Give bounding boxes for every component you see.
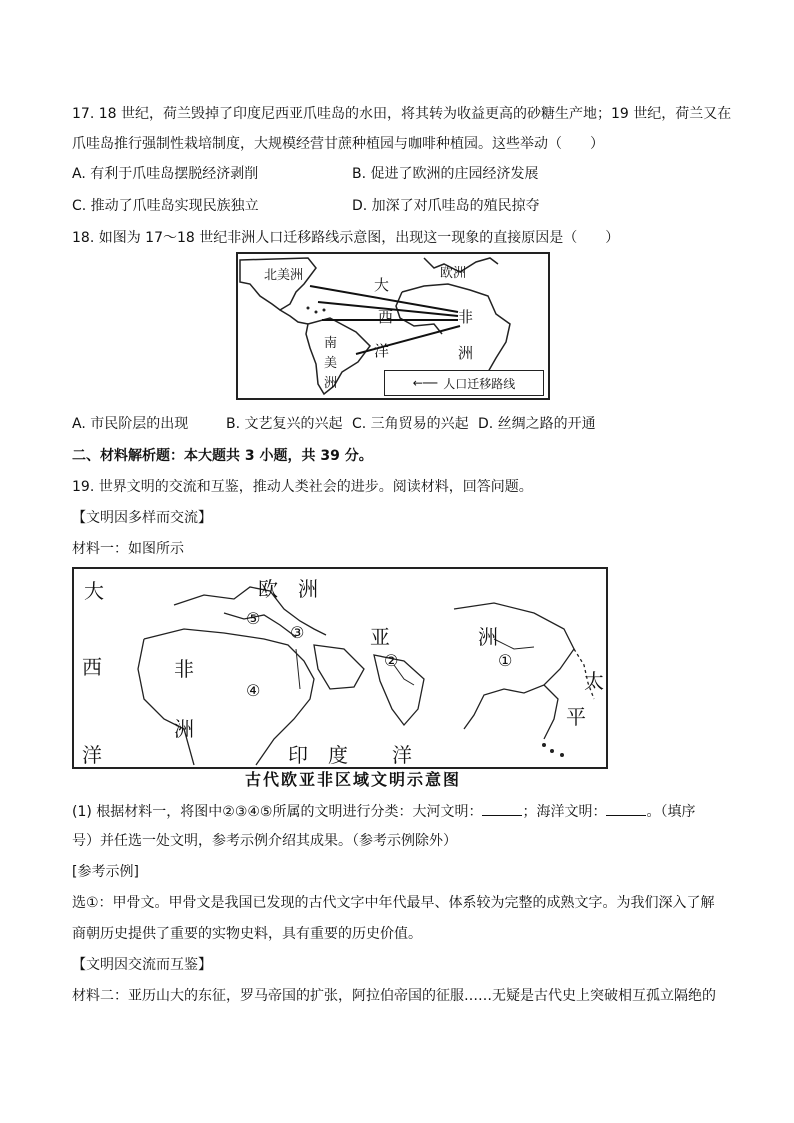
label-da: 大 (84, 579, 104, 603)
map-legend (384, 370, 544, 396)
q19-heading-1: 【文明因多样而交流】 (72, 510, 212, 526)
marker-3: ③ (290, 623, 305, 642)
q18-option-a: A. 市民阶层的出现 (72, 416, 189, 432)
label-south-america-2: 美 (324, 356, 338, 371)
example-line-2: 商朝历史提供了重要的实物史料，具有重要的历史价值。 (72, 926, 422, 942)
label-yindu: 印 度 (288, 743, 348, 767)
q19-sub1-line2: 号）并任选一处文明，参考示例介绍其成果。（参考示例除外） (72, 833, 457, 849)
central-america-outline (280, 310, 308, 324)
label-ocean-1: 大 (374, 276, 390, 294)
q18-option-d: D. 丝绸之路的开通 (478, 416, 596, 432)
island (550, 749, 554, 753)
label-europe: 欧洲 (440, 266, 467, 281)
civilization-map-drawing (74, 569, 606, 767)
q17-stem-line1: 17. 18 世纪，荷兰毁掉了印度尼西亚爪哇岛的水田，将其转为收益更高的砂糖生产地；19 世纪，荷兰又在 (72, 106, 732, 122)
q19-stem: 19. 世界文明的交流和互鉴，推动人类社会的进步。阅读材料，回答问题。 (72, 479, 533, 495)
q18-option-b: B. 文艺复兴的兴起 (226, 416, 343, 432)
answer-blank-ocean[interactable] (606, 801, 646, 816)
caribbean-island (307, 307, 310, 310)
q17-option-d: D. 加深了对爪哇岛的殖民掠夺 (352, 198, 540, 214)
q19-sub1-text-c: 。（填序 (646, 804, 696, 820)
q17-option-a: A. 有利于爪哇岛摆脱经济剥削 (72, 166, 259, 182)
label-tai: 太 (584, 669, 604, 693)
label-south-america-1: 南 (324, 336, 338, 351)
q19-heading-2: 【文明因交流而互鉴】 (72, 957, 212, 973)
left-arrow-icon: ←── (412, 376, 438, 390)
india-outline (374, 655, 424, 725)
answer-blank-river[interactable] (482, 801, 522, 816)
yellow-river (494, 639, 534, 649)
example-title: [参考示例] (72, 864, 139, 880)
marker-2: ② (384, 651, 399, 670)
label-ya: 亚 (370, 625, 390, 649)
label-europe: 欧 洲 (258, 577, 318, 601)
q19-material-2: 材料二：亚历山大的东征，罗马帝国的扩张，阿拉伯帝国的征服……无疑是古代史上突破相互孤立隔绝的 (72, 988, 716, 1004)
legend-label: 人口迁移路线 (443, 376, 516, 391)
marker-5: ⑤ (246, 609, 261, 628)
southeast-asia-coast (544, 685, 558, 739)
caribbean-island (323, 309, 326, 312)
island (542, 743, 546, 747)
label-south-america-3: 洲 (324, 376, 338, 391)
q19-sub1-line1 (72, 801, 695, 822)
q19-material-1: 材料一：如图所示 (72, 541, 184, 557)
section-title: 二、材料解析题：本大题共 3 小题，共 39 分。 (72, 448, 373, 464)
q17-option-b: B. 促进了欧洲的庄园经济发展 (352, 166, 539, 182)
label-zhou: 洲 (478, 625, 498, 649)
example-line-1: 选①：甲骨文。甲骨文是我国已发现的古代文字中年代最早、体系较为完整的成熟文字。为我们深入了解 (72, 895, 715, 911)
label-north-america: 北美洲 (264, 268, 304, 283)
label-fei: 非 (174, 657, 194, 681)
label-fzhou: 洲 (174, 717, 194, 741)
label-africa-2: 洲 (458, 344, 474, 362)
arabia-outline (314, 645, 364, 689)
label-ocean-3: 洋 (374, 342, 390, 360)
island (560, 753, 564, 757)
label-africa-1: 非 (458, 308, 474, 326)
label-xi: 西 (82, 655, 102, 679)
q18-option-c: C. 三角贸易的兴起 (352, 416, 469, 432)
label-iyang: 洋 (392, 743, 412, 767)
south-america-outline (306, 318, 370, 394)
marker-1: ① (498, 651, 513, 670)
label-ping: 平 (566, 705, 586, 729)
caribbean-island (315, 311, 318, 314)
q18-stem: 18. 如图为 17～18 世纪非洲人口迁移路线示意图，出现这一现象的直接原因是（ ） (72, 230, 620, 246)
civilization-map (72, 567, 608, 769)
q19-sub1-text-a: (1) 根据材料一，将图中②③④⑤所属的文明进行分类：大河文明： (72, 804, 483, 820)
label-ocean-2: 西 (378, 308, 394, 326)
marker-4: ④ (246, 681, 261, 700)
q19-sub1-text-b: ；海洋文明： (522, 804, 607, 820)
q17-stem-line2: 爪哇岛推行强制性栽培制度，大规模经营甘蔗种植园与咖啡种植园。这些举动（ ） (72, 136, 604, 152)
map-caption: 古代欧亚非区域文明示意图 (245, 770, 462, 789)
label-yang: 洋 (82, 743, 102, 767)
q17-option-c: C. 推动了爪哇岛实现民族独立 (72, 198, 259, 214)
route-line (356, 326, 460, 354)
